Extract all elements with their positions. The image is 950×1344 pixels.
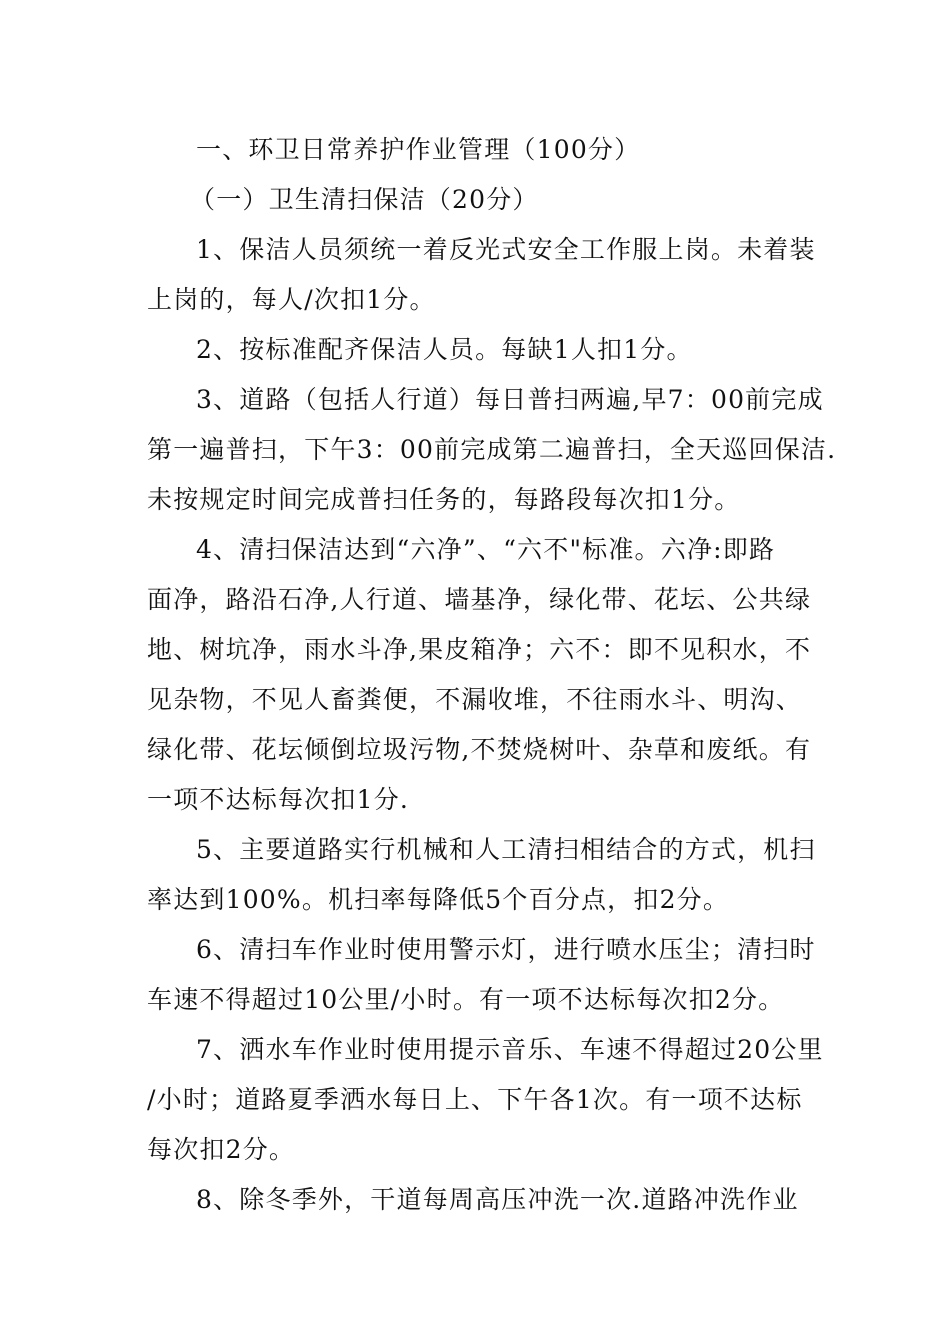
subsection-heading: （一）卫生清扫保洁（20分） bbox=[190, 185, 539, 214]
paragraph-line: 车速不得超过10公里/小时。有一项不达标每次扣2分。 bbox=[147, 985, 785, 1014]
paragraph-line: 上岗的，每人/次扣1分。 bbox=[147, 285, 436, 314]
paragraph-line: 地、树坑净，雨水斗净,果皮箱净；六不：即不见积水，不 bbox=[147, 635, 812, 664]
section-heading: 一、环卫日常养护作业管理（100分） bbox=[196, 135, 641, 164]
paragraph-line: 2、按标准配齐保洁人员。每缺1人扣1分。 bbox=[196, 335, 693, 364]
paragraph-line: 未按规定时间完成普扫任务的，每路段每次扣1分。 bbox=[147, 485, 741, 514]
paragraph-line: 一项不达标每次扣1分. bbox=[147, 785, 410, 814]
paragraph-line: 6、清扫车作业时使用警示灯，进行喷水压尘；清扫时 bbox=[196, 935, 816, 964]
paragraph-line: 3、道路（包括人行道）每日普扫两遍,早7：00前完成 bbox=[196, 385, 824, 414]
paragraph-line: 8、除冬季外，干道每周高压冲洗一次.道路冲洗作业 bbox=[196, 1185, 799, 1214]
paragraph-line: 率达到100%。机扫率每降低5个百分点，扣2分。 bbox=[147, 885, 730, 914]
paragraph-line: 见杂物，不见人畜粪便，不漏收堆，不往雨水斗、明沟、 bbox=[147, 685, 803, 714]
paragraph-line: 面净，路沿石净,人行道、墙基净，绿化带、花坛、公共绿 bbox=[147, 585, 812, 614]
paragraph-line: 1、保洁人员须统一着反光式安全工作服上岗。未着装 bbox=[196, 235, 816, 264]
paragraph-line: /小时；道路夏季洒水每日上、下午各1次。有一项不达标 bbox=[147, 1085, 803, 1114]
paragraph-line: 4、清扫保洁达到“六净”、“六不"标准。六净:即路 bbox=[196, 535, 776, 564]
paragraph-line: 绿化带、花坛倾倒垃圾污物,不焚烧树叶、杂草和废纸。有 bbox=[147, 735, 812, 764]
paragraph-line: 7、洒水车作业时使用提示音乐、车速不得超过20公里 bbox=[196, 1035, 824, 1064]
paragraph-line: 每次扣2分。 bbox=[147, 1135, 296, 1164]
paragraph-line: 第一遍普扫，下午3：00前完成第二遍普扫，全天巡回保洁. bbox=[147, 435, 837, 464]
paragraph-line: 5、主要道路实行机械和人工清扫相结合的方式，机扫 bbox=[196, 835, 816, 864]
